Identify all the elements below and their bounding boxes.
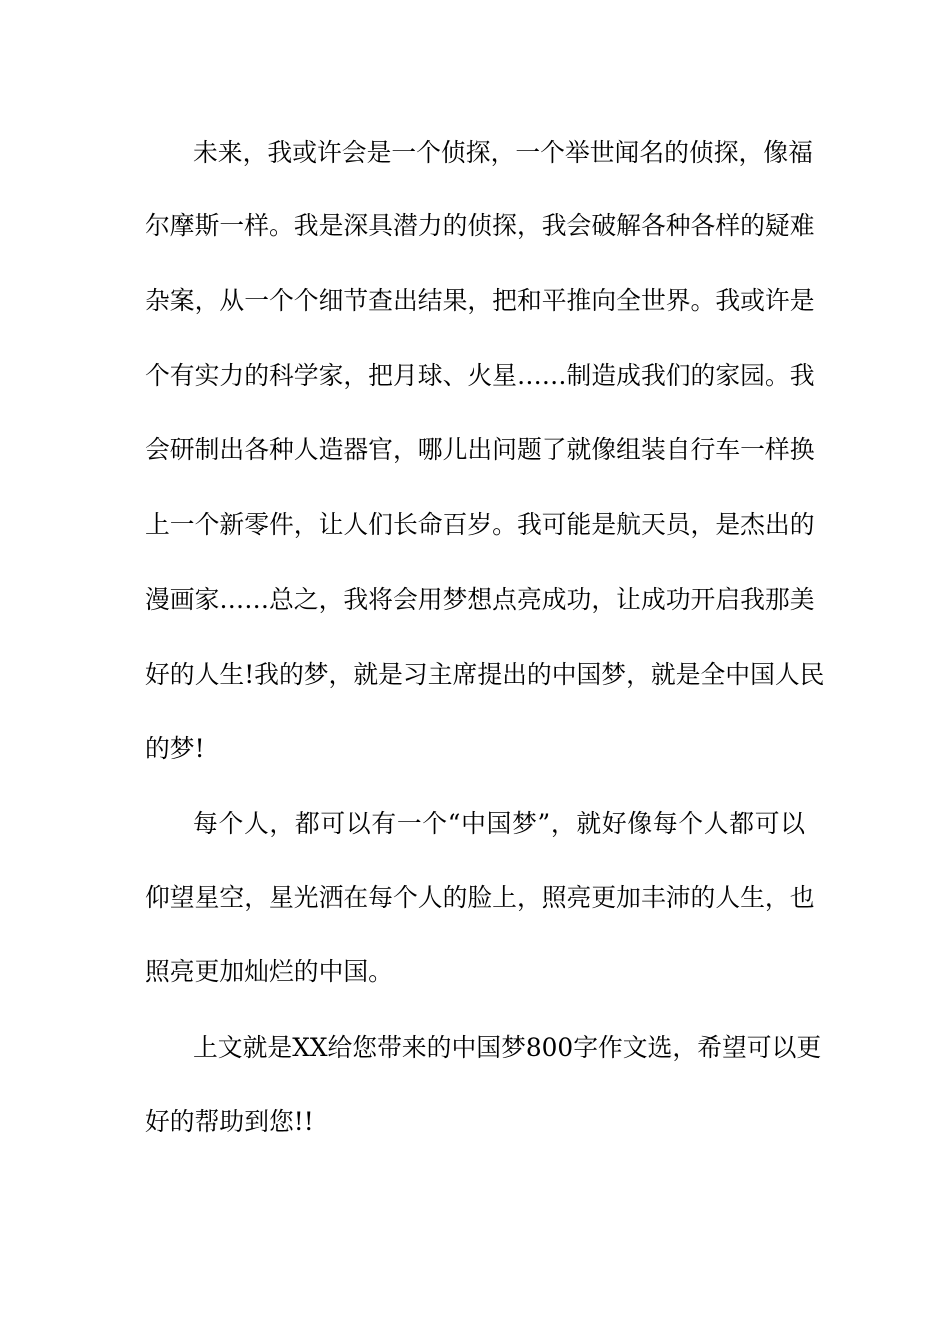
paragraph-2-line-3: 照亮更加灿烂的中国。 — [145, 957, 393, 986]
paragraph-1-line-8: 好的人生!我的梦，就是习主席提出的中国梦，就是全中国人民 — [145, 660, 825, 689]
paragraph-2-line-2: 仰望星空，星光洒在每个人的脸上，照亮更加丰沛的人生，也 — [145, 883, 815, 912]
paragraph-1-line-3: 杂案，从一个个细节查出结果，把和平推向全世界。我或许是 — [145, 286, 815, 315]
paragraph-3-line-1: 上文就是XX给您带来的中国梦800字作文选，希望可以更 — [193, 1033, 822, 1062]
paragraph-2-line-1: 每个人，都可以有一个“中国梦”，就好像每个人都可以 — [193, 809, 805, 838]
paragraph-1-line-4: 个有实力的科学家，把月球、火星……制造成我们的家园。我 — [145, 361, 815, 390]
paragraph-1-line-5: 会研制出各种人造器官，哪儿出问题了就像组装自行车一样换 — [145, 435, 815, 464]
paragraph-1-line-1: 未来，我或许会是一个侦探，一个举世闻名的侦探，像福 — [193, 138, 813, 167]
paragraph-1-line-6: 上一个新零件，让人们长命百岁。我可能是航天员，是杰出的 — [145, 510, 815, 539]
paragraph-1-line-7: 漫画家……总之，我将会用梦想点亮成功，让成功开启我那美 — [145, 585, 815, 614]
paragraph-3-line-2: 好的帮助到您!! — [145, 1107, 314, 1136]
paragraph-1-line-2: 尔摩斯一样。我是深具潜力的侦探，我会破解各种各样的疑难 — [145, 211, 815, 240]
paragraph-1-line-9: 的梦! — [145, 734, 205, 763]
